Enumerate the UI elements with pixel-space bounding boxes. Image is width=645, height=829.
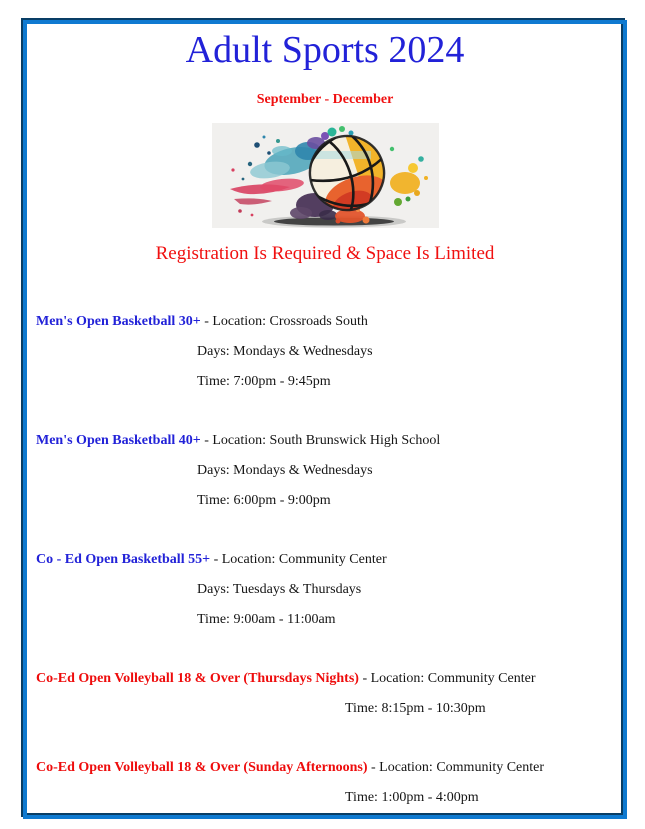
- page-subtitle: September - December: [256, 92, 394, 107]
- basketball-splash-image: [27, 123, 623, 228]
- program-time: Time: 6:00pm - 9:00pm: [197, 493, 331, 508]
- program-name: Men's Open Basketball 40+: [36, 433, 201, 448]
- program-location: - Location: Community Center: [210, 552, 387, 567]
- program-time: Time: 1:00pm - 4:00pm: [345, 790, 479, 805]
- program-location: - Location: South Brunswick High School: [200, 433, 441, 448]
- program-block: [36, 307, 623, 397]
- program-block: [36, 426, 623, 516]
- program-heading: [36, 753, 623, 783]
- program-time: Time: 7:00pm - 9:45pm: [197, 374, 331, 389]
- program-heading: [36, 664, 623, 694]
- program-heading: [36, 545, 623, 575]
- program-location: - Location: Community Center: [358, 671, 536, 686]
- program-time: Time: 8:15pm - 10:30pm: [345, 701, 486, 716]
- page-border-frame: [23, 20, 627, 819]
- program-days: Days: Mondays & Wednesdays: [197, 463, 373, 478]
- program-time: Time: 9:00am - 11:00am: [197, 612, 336, 627]
- registration-notice: Registration Is Required & Space Is Limited: [155, 243, 495, 264]
- program-list: [27, 307, 623, 813]
- program-days: Days: Tuesdays & Thursdays: [197, 582, 362, 597]
- program-name: Men's Open Basketball 30+: [36, 314, 201, 329]
- program-location: - Location: Community Center: [367, 760, 545, 775]
- program-heading: [36, 307, 623, 337]
- program-block: [36, 545, 623, 635]
- program-name: Co-Ed Open Volleyball 18 & Over (Sunday Afternoons): [36, 760, 368, 775]
- program-block: [36, 664, 623, 724]
- program-name: Co - Ed Open Basketball 55+: [36, 552, 211, 567]
- program-name: Co-Ed Open Volleyball 18 & Over (Thursdays Nights): [36, 671, 359, 686]
- page-title: Adult Sports 2024: [185, 29, 465, 71]
- paint-splash-basketball-graphic: [212, 123, 439, 228]
- program-days: Days: Mondays & Wednesdays: [197, 344, 373, 359]
- program-heading: [36, 426, 623, 456]
- program-block: [36, 753, 623, 813]
- program-location: - Location: Crossroads South: [200, 314, 368, 329]
